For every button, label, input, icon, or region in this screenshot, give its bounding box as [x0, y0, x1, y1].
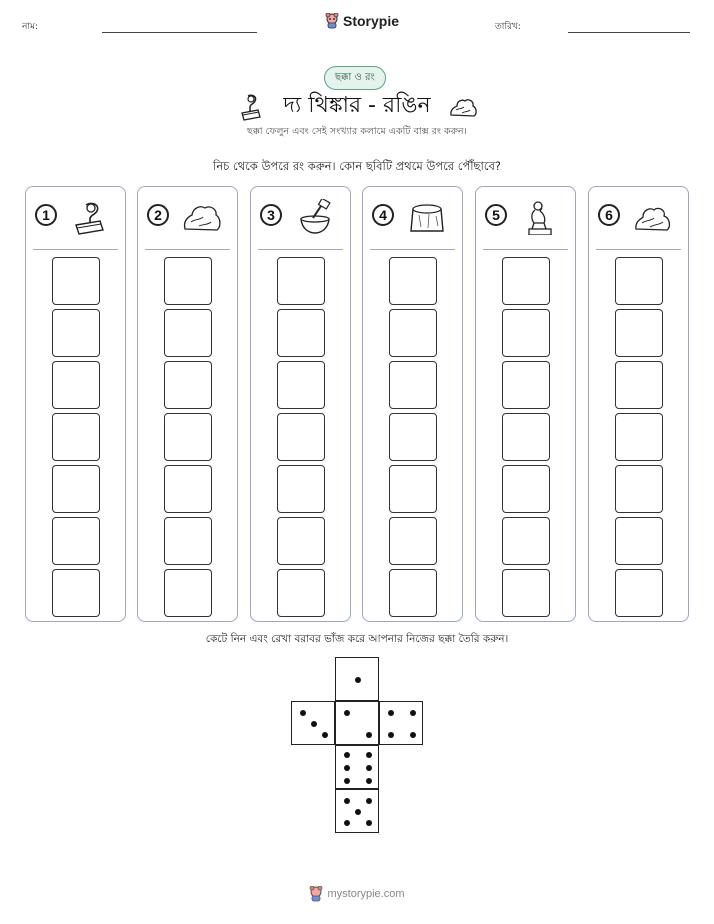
color-box[interactable]: [164, 517, 212, 565]
brand: [325, 13, 399, 29]
date-label: তারিখ:: [495, 22, 521, 32]
color-box[interactable]: [52, 413, 100, 461]
color-box[interactable]: [277, 517, 325, 565]
color-box[interactable]: [164, 257, 212, 305]
color-box[interactable]: [277, 465, 325, 513]
column-number: 3: [260, 204, 282, 226]
color-box[interactable]: [502, 309, 550, 357]
dice-face-6: [335, 745, 379, 789]
activity-badge: ছক্কা ও রং: [324, 66, 386, 90]
color-box[interactable]: [52, 517, 100, 565]
dice-pip: [366, 732, 372, 738]
dice-face-1: [335, 657, 379, 701]
column-4: [362, 186, 463, 622]
color-box[interactable]: [164, 361, 212, 409]
column-divider: [33, 249, 118, 250]
color-box[interactable]: [277, 569, 325, 617]
color-box[interactable]: [615, 257, 663, 305]
storypie-logo-icon: [309, 886, 323, 902]
column-number: 2: [147, 204, 169, 226]
color-box[interactable]: [502, 361, 550, 409]
color-box[interactable]: [502, 413, 550, 461]
dice-pip: [355, 677, 361, 683]
clay-pile-icon: [448, 95, 478, 119]
page-title: দ্য থিঙ্কার - রঙিন: [283, 93, 431, 118]
dice-pip: [366, 752, 372, 758]
color-box[interactable]: [389, 517, 437, 565]
clay-pile-icon: [633, 199, 673, 235]
dice-pip: [344, 710, 350, 716]
color-box[interactable]: [502, 257, 550, 305]
column-number: 5: [485, 204, 507, 226]
column-5: [475, 186, 576, 622]
color-box[interactable]: [615, 465, 663, 513]
color-box[interactable]: [52, 569, 100, 617]
dice-face-4: [379, 701, 423, 745]
color-box[interactable]: [389, 361, 437, 409]
color-box[interactable]: [164, 569, 212, 617]
column-3: [250, 186, 351, 622]
color-box[interactable]: [277, 257, 325, 305]
dice-face-3: [291, 701, 335, 745]
dice-pip: [366, 765, 372, 771]
color-box[interactable]: [277, 361, 325, 409]
hand-mixer-icon: [70, 199, 110, 235]
dice-pip: [344, 798, 350, 804]
dice-pip: [344, 765, 350, 771]
dice-pip: [311, 721, 317, 727]
footer: [0, 886, 714, 902]
column-divider: [370, 249, 455, 250]
dice-pip: [355, 809, 361, 815]
color-box[interactable]: [52, 309, 100, 357]
color-box[interactable]: [52, 361, 100, 409]
dice-face-2: [335, 701, 379, 745]
color-box[interactable]: [615, 517, 663, 565]
column-header: [26, 187, 125, 251]
color-box[interactable]: [502, 465, 550, 513]
name-label: নাম:: [22, 22, 39, 32]
dice-pip: [300, 710, 306, 716]
storypie-logo-icon: [325, 13, 339, 29]
dice-pip: [366, 778, 372, 784]
brand-name: Storypie: [343, 13, 400, 29]
dice-pip: [344, 820, 350, 826]
column-divider: [258, 249, 343, 250]
dice-pip: [344, 778, 350, 784]
dice-pip: [388, 710, 394, 716]
date-line: [568, 32, 690, 33]
dice-face-5: [335, 789, 379, 833]
dice-pip: [410, 732, 416, 738]
dice-pip: [366, 820, 372, 826]
dice-pip: [344, 752, 350, 758]
color-box[interactable]: [52, 465, 100, 513]
column-divider: [145, 249, 230, 250]
color-box[interactable]: [277, 413, 325, 461]
column-header: [251, 187, 350, 251]
column-divider: [596, 249, 681, 250]
color-box[interactable]: [52, 257, 100, 305]
column-header: [476, 187, 575, 251]
color-box[interactable]: [389, 465, 437, 513]
column-divider: [483, 249, 568, 250]
thinker-statue-icon: [520, 199, 560, 235]
color-box[interactable]: [502, 517, 550, 565]
dice-pip: [322, 732, 328, 738]
dice-pip: [366, 798, 372, 804]
name-line: [102, 32, 257, 33]
title-row: [0, 88, 714, 125]
color-box[interactable]: [615, 361, 663, 409]
column-1: [25, 186, 126, 622]
cut-instruction: কেটে নিন এবং রেখা বরাবর ভাঁজ করে আপনার নিজের ছক্কা তৈরি করুন।: [205, 633, 509, 645]
column-header: [363, 187, 462, 251]
clay-lump-icon: [182, 199, 222, 235]
color-box[interactable]: [502, 569, 550, 617]
color-box[interactable]: [164, 465, 212, 513]
column-header: [138, 187, 237, 251]
color-box[interactable]: [277, 309, 325, 357]
mixing-bowl-icon: [295, 199, 335, 235]
color-box[interactable]: [389, 309, 437, 357]
dice-pip: [410, 710, 416, 716]
stone-block-icon: [407, 199, 447, 235]
color-box[interactable]: [615, 569, 663, 617]
footer-url[interactable]: mystorypie.com: [327, 888, 405, 900]
column-number: 1: [35, 204, 57, 226]
color-box[interactable]: [389, 257, 437, 305]
color-box[interactable]: [615, 309, 663, 357]
instruction: নিচ থেকে উপরে রং করুন। কোন ছবিটি প্রথমে উপরে পৌঁছাবে?: [213, 159, 501, 173]
column-2: [137, 186, 238, 622]
color-box[interactable]: [389, 413, 437, 461]
color-box[interactable]: [164, 309, 212, 357]
color-box[interactable]: [389, 569, 437, 617]
column-number: 4: [372, 204, 394, 226]
dice-pip: [388, 732, 394, 738]
column-number: 6: [598, 204, 620, 226]
column-header: [589, 187, 688, 251]
column-6: [588, 186, 689, 622]
subtitle: ছক্কা ফেলুন এবং সেই সংখ্যার কলামে একটি বাক্স রং করুন।: [247, 126, 467, 137]
color-box[interactable]: [164, 413, 212, 461]
color-box[interactable]: [615, 413, 663, 461]
